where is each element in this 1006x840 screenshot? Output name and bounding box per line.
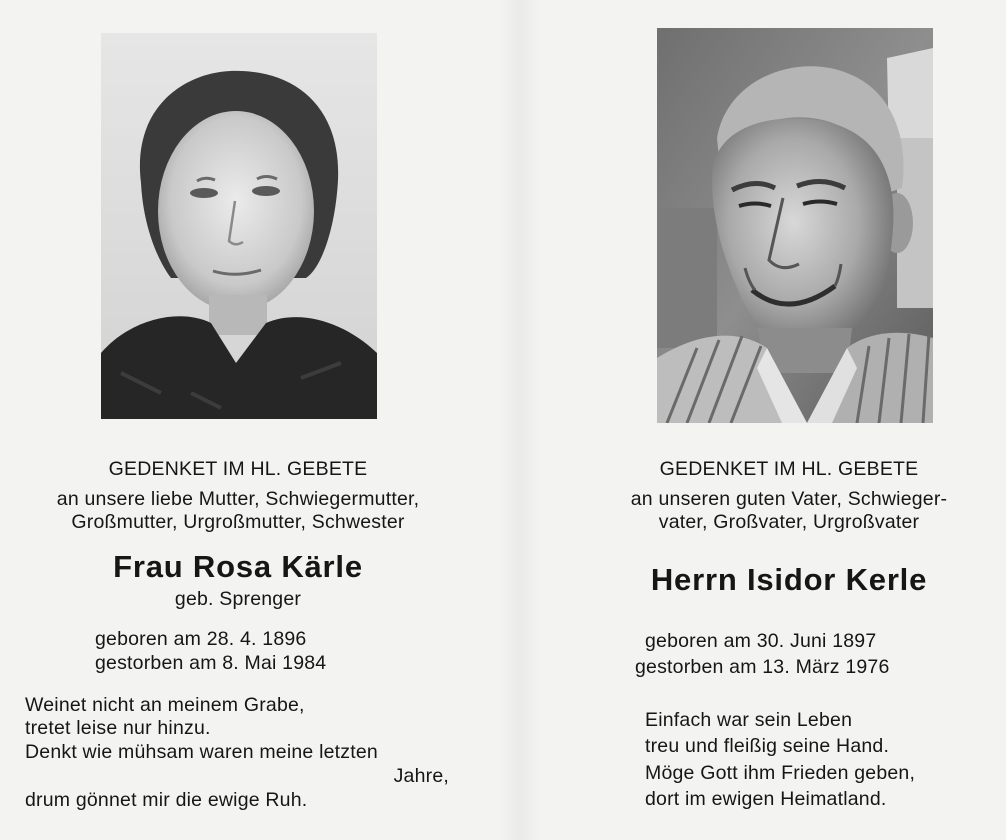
left-birth-date: geboren am 28. 4. 1896 [95, 628, 307, 650]
right-poem-line: Möge Gott ihm Frieden geben, [645, 762, 916, 784]
page-fold [500, 0, 540, 840]
right-intro-line: vater, Großvater, Urgroßvater [658, 511, 920, 533]
right-poem-line: treu und fleißig seine Hand. [645, 735, 890, 757]
left-poem-line: tretet leise nur hinzu. [25, 717, 211, 739]
right-poem-line: dort im ewigen Heimatland. [645, 788, 887, 810]
left-maiden-name: geb. Sprenger [174, 588, 302, 610]
portrait-photo-man [657, 28, 933, 423]
left-heading: GEDENKET IM HL. GEBETE [108, 458, 368, 480]
left-poem-line: Denkt wie mühsam waren meine letzten [25, 741, 378, 763]
left-deceased-name: Frau Rosa Kärle [113, 549, 363, 584]
portrait-photo-woman [101, 33, 377, 419]
right-intro-line: an unseren guten Vater, Schwieger- [630, 488, 948, 510]
left-poem-line: Weinet nicht an meinem Grabe, [25, 694, 305, 716]
left-intro-line: Großmutter, Urgroßmutter, Schwester [71, 511, 405, 533]
right-birth-date: geboren am 30. Juni 1897 [645, 630, 877, 652]
left-death-date: gestorben am 8. Mai 1984 [95, 652, 327, 674]
left-intro-line: an unsere liebe Mutter, Schwiegermutter, [56, 488, 420, 510]
right-heading: GEDENKET IM HL. GEBETE [659, 458, 919, 480]
right-death-date: gestorben am 13. März 1976 [635, 656, 890, 678]
right-poem-line: Einfach war sein Leben [645, 709, 853, 731]
right-deceased-name: Herrn Isidor Kerle [650, 562, 928, 597]
left-poem-line: Jahre, [393, 765, 449, 787]
left-poem-line: drum gönnet mir die ewige Ruh. [25, 789, 308, 811]
